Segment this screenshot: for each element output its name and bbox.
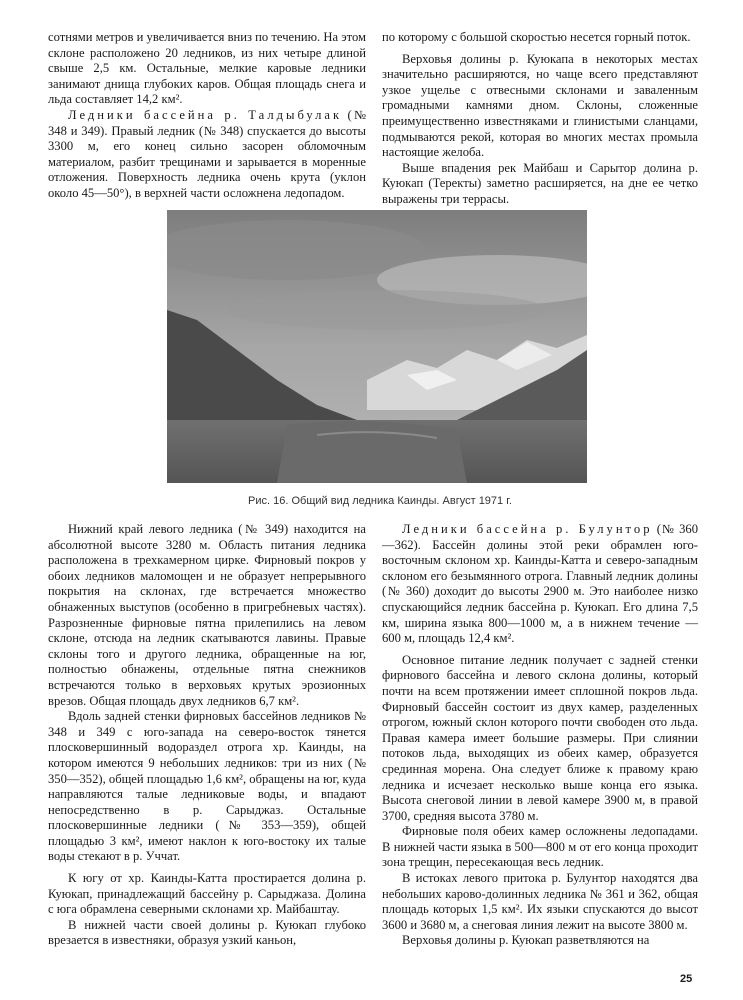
paragraph: Фирновые поля обеих камер осложнены ледопадами. В нижней части языка в 500—800 м от его конца проходит зона трещин, пересекающая весь ледник. xyxy=(382,824,698,870)
paragraph: сотнями метров и увеличивается вниз по течению. На этом склоне расположено 20 ледников, из них четыре длиной свыше 2,5 км. Остальные, мелкие каровые ледники занимают днища глубоких каров. Общая площадь снега и льда составляет 14,2 км². xyxy=(48,30,366,107)
paragraph-heading-block xyxy=(382,522,698,647)
paragraph: Нижний край левого ледника (№ 349) находится на абсолютной высоте 3280 м. Область питания ледника расположена в трехкамерном цирке. Фирновый покров у обоих ледников маломощен и не образует непрерывного покрытия на склонах, где встречается множество обнаженных выступов (особенно в пригребневых частях). Разрозненные фирновые пятна прилепились на левом склоне, отсюда на ледник скатываются лавины. Правые склоны того и другого ледника, обращенные на юг, полностью обнажены, отдельные пятна снежников встречаются только в верховьях крутых эрозионных врезов. Общая площадь двух ледников 6,7 км². xyxy=(48,522,366,708)
paragraph: Основное питание ледник получает с задней стенки фирнового бассейна и левого склона долины, который почти на всем протяжении имеет сплошной покров льда. Фирновый бассейн состоит из двух камер, разделенных отрогом, южный склон которого почти свободен ото льда. Правая камера имеет большие размеры. При слиянии потоков льда, выходящих из обеих камер, образуется срединная морена. Она следует ближе к правому краю ледника и исчезает несколько выше конца его языка. Высота снеговой линии в левой камере 3900 м, в правой 3700, средняя высота 3780 м. xyxy=(382,652,698,823)
text-column-top-left xyxy=(48,30,366,202)
paragraph-text: (№ 348 и 349). Правый ледник (№ 348) спускается до высоты 3300 м, его конец сильно засорен обломочным материалом, разбит трещинами и зарывается в моренные отложения. Поверхность ледника очень крута (уклон около 45—50°), в верхней части осложнена ледопадом. xyxy=(48,107,367,200)
mountain-landscape-image xyxy=(167,210,587,483)
paragraph: Верховья долины р. Куюкап разветвляются на xyxy=(402,933,650,948)
text-column-bottom-right xyxy=(382,522,698,949)
paragraph: В истоках левого притока р. Булунтор находятся два небольших карово-долинных ледника № 361 и 362, общая площадь которых 1,5 км². Их языки спускаются до высот 3600 и 3680 м, а снеговая линия лежит на высоте 3800 м. xyxy=(382,871,698,932)
paragraph: Вдоль задней стенки фирновых бассейнов ледников № 348 и 349 с юго-запада на северо-восток тянется плосковершинный водораздел отрога хр. Каинды, на котором имеются 9 небольших ледников: три из них (№ 350—352), общей площадью 1,6 км², обращены на юг, куда направляются талые ледниковые воды, и впадают непосредственно в р. Сарыджаз. Остальные плосковершинные ледники (№ 353—359), общей площадью 3 км², имеют наклон к юго-востоку их талые воды стекают в р. Уччат. xyxy=(48,709,366,864)
section-heading: Ледники бассейна р. Булунтор xyxy=(402,522,653,536)
text-column-bottom-left xyxy=(48,522,366,949)
page-number: 25 xyxy=(680,973,693,985)
paragraph: Верховья долины р. Куюкапа в некоторых местах значительно расширяются, но чаще всего представляют узкое ущелье с отвесными склонами и заваленным громадными камнями дном. Склоны, сложенные преимущественно известняками и глинистыми сланцами, подмываются рекой, которая во многих местах промыла настоящие желоба. xyxy=(382,51,698,160)
paragraph-text: (№ 360—362). Бассейн долины этой реки обрамлен юго-восточным склоном хр. Каинды-Катта и северо-западным склоном его безымянного отрога. Главный ледник долины (№ 360) доходит до высоты 2900 м. Это наиболее низко спускающийся ледник бассейна р. Куюкап. Его длина 7,5 км, ширина языка 800—1000 м, а в нижнем течение — 600 м, площадь 12,4 км². xyxy=(382,522,699,646)
text-column-top-right xyxy=(382,30,698,208)
glacier-photo xyxy=(167,210,587,483)
paragraph: К югу от хр. Каинды-Катта простирается долина р. Куюкап, принадлежащий бассейну р. Сарыджаза. Долина с юга обрамлена северными склонами хр. Майбаштау. xyxy=(48,871,366,917)
paragraph: В нижней части своей долины р. Куюкап глубоко врезается в известняки, образуя узкий каньон, xyxy=(48,917,366,948)
section-heading: Ледники бассейна р. Талдыбулак xyxy=(68,107,343,122)
paragraph-heading-block xyxy=(48,108,366,202)
paragraph: по которому с большой скоростью несется горный поток. xyxy=(382,30,691,44)
figure-caption: Рис. 16. Общий вид ледника Каинды. Август 1971 г. xyxy=(248,495,512,507)
paragraph: Выше впадения рек Майбаш и Сарытор долина р. Куюкап (Теректы) заметно расширяется, на дне ее четко выражены три террасы. xyxy=(382,160,698,206)
